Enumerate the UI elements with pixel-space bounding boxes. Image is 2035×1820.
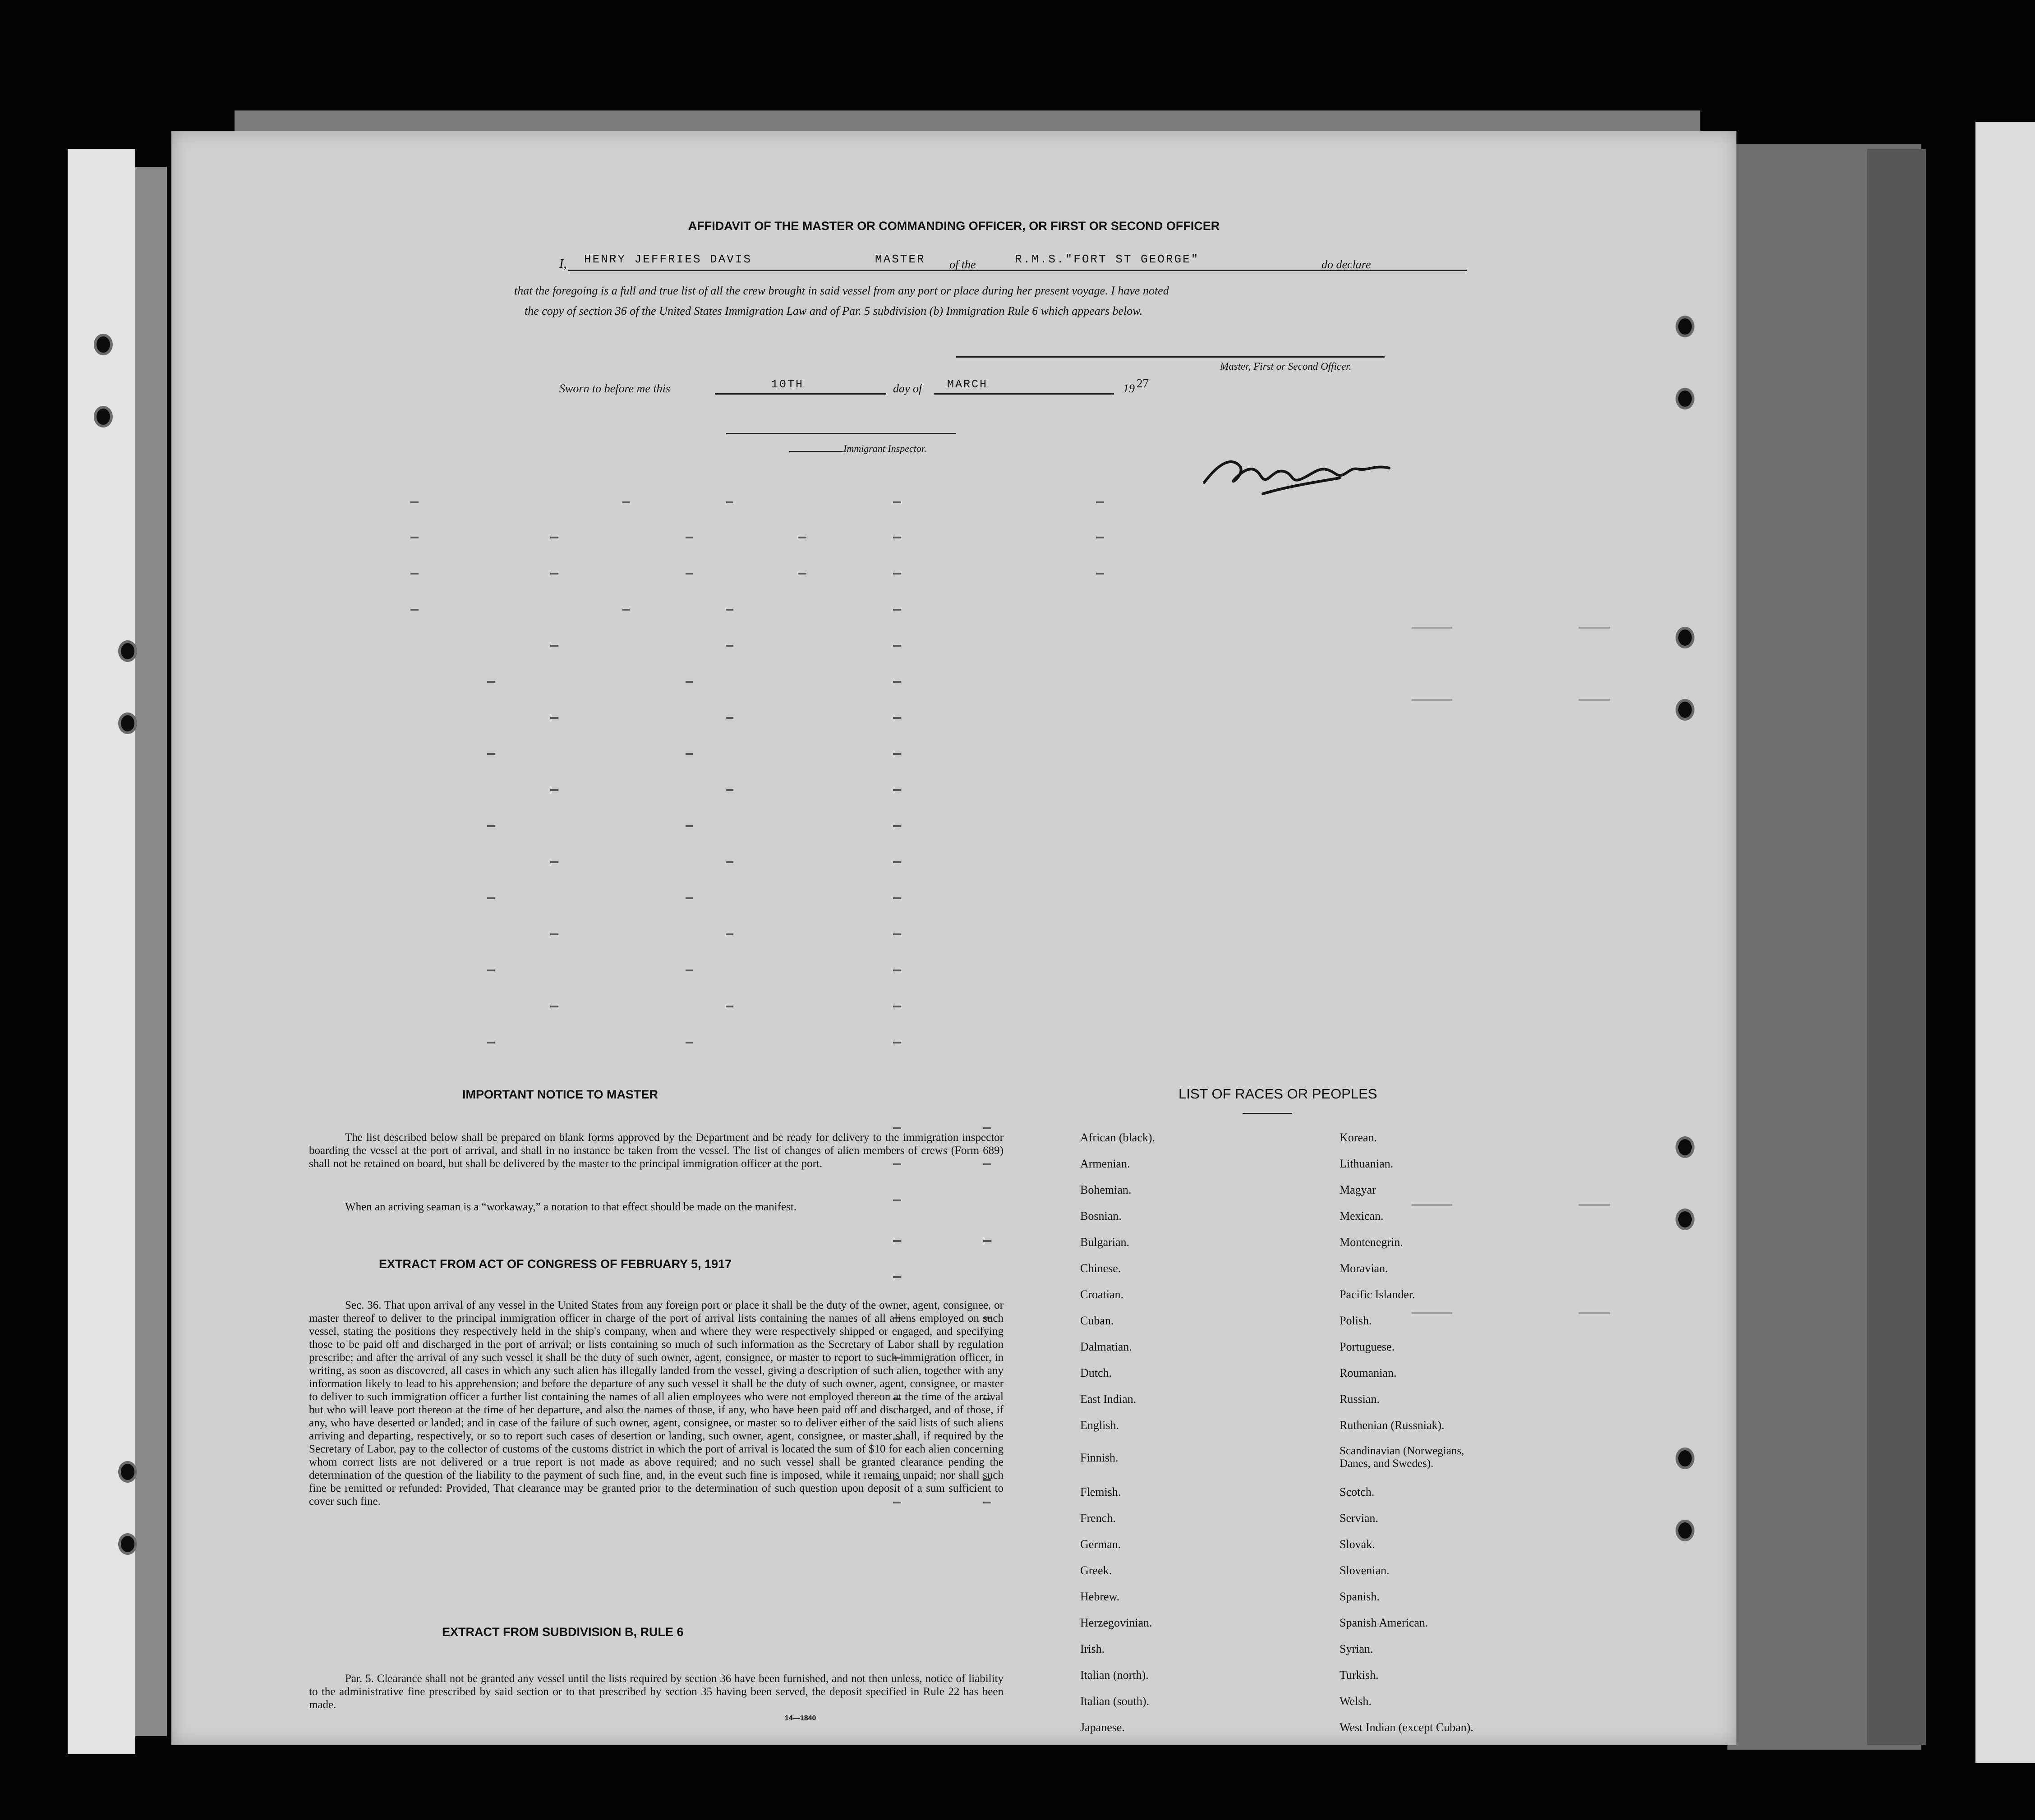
- race-item: Japanese.: [1080, 1721, 1125, 1734]
- vessel-underline: [989, 270, 1467, 271]
- race-item: Dutch.: [1080, 1366, 1112, 1379]
- binder-hole-icon: [118, 1461, 137, 1483]
- race-item: Spanish American.: [1340, 1616, 1428, 1629]
- race-item: Turkish.: [1340, 1668, 1379, 1682]
- affidavit-i-label: I,: [559, 257, 567, 271]
- sworn-month-underline: [934, 393, 1114, 395]
- left-page-shadow: [135, 167, 167, 1736]
- of-the-label: of the: [949, 258, 976, 271]
- inspector-caption-line: [789, 451, 843, 452]
- race-item: Pacific Islander.: [1340, 1288, 1415, 1301]
- rule-extract-text: Par. 5. Clearance shall not be granted any vessel until the lists required by section 36 have been furnished, and not then unless, notice of liability to the administrative fine prescribed by said section or to that prescribed by section 35 having been served, the deposit specified in Rule 22 has been made.: [309, 1673, 1004, 1711]
- binder-hole-icon: [118, 712, 137, 734]
- race-item: Bulgarian.: [1080, 1236, 1130, 1249]
- race-item: Herzegovinian.: [1080, 1616, 1152, 1629]
- binder-hole-icon: [1676, 388, 1694, 409]
- race-item: Syrian.: [1340, 1642, 1373, 1655]
- race-item: Polish.: [1340, 1314, 1372, 1327]
- race-item: Portuguese.: [1340, 1340, 1395, 1353]
- race-item: Slovenian.: [1340, 1564, 1390, 1577]
- race-item: Russian.: [1340, 1393, 1380, 1406]
- race-item: French.: [1080, 1512, 1116, 1525]
- affidavit-line-2: that the foregoing is a full and true list of all the crew brought in said vessel from any port or place during her present voyage. I have noted: [514, 284, 1169, 297]
- race-item: Slovak.: [1340, 1538, 1375, 1551]
- race-item: Welsh.: [1340, 1695, 1372, 1708]
- race-item: Finnish.: [1080, 1451, 1119, 1464]
- race-item: Croatian.: [1080, 1288, 1124, 1301]
- binder-hole-icon: [118, 640, 137, 662]
- race-item: Bohemian.: [1080, 1183, 1132, 1196]
- master-rank: MASTER: [875, 253, 925, 266]
- race-item: Armenian.: [1080, 1157, 1130, 1170]
- races-heading-rule: [1243, 1113, 1292, 1114]
- race-item: German.: [1080, 1538, 1121, 1551]
- race-item: Lithuanian.: [1340, 1157, 1394, 1170]
- race-item: Hebrew.: [1080, 1590, 1120, 1603]
- binder-hole-icon: [94, 334, 113, 355]
- year-prefix: 19: [1123, 382, 1135, 395]
- binder-hole-icon: [1676, 1136, 1694, 1158]
- master-name: HENRY JEFFRIES DAVIS: [584, 253, 752, 266]
- vessel-name: R.M.S."FORT ST GEORGE": [1015, 253, 1200, 266]
- races-heading: LIST OF RACES OR PEOPLES: [1179, 1086, 1377, 1102]
- race-item: Italian (south).: [1080, 1695, 1150, 1708]
- race-item: Chinese.: [1080, 1262, 1121, 1275]
- race-item: African (black).: [1080, 1131, 1156, 1144]
- notice-heading: IMPORTANT NOTICE TO MASTER: [462, 1088, 658, 1101]
- race-item: Korean.: [1340, 1131, 1377, 1144]
- rule-extract-heading: EXTRACT FROM SUBDIVISION B, RULE 6: [442, 1625, 684, 1639]
- race-item: Ruthenian (Russniak).: [1340, 1419, 1445, 1432]
- race-item: East Indian.: [1080, 1393, 1137, 1406]
- race-item: Servian.: [1340, 1512, 1378, 1525]
- year-suffix: 27: [1137, 377, 1149, 390]
- binder-hole-icon: [94, 406, 113, 427]
- act-extract-heading: EXTRACT FROM ACT OF CONGRESS OF FEBRUARY 5, 1917: [379, 1257, 732, 1271]
- day-of-label: day of: [893, 382, 922, 395]
- affidavit-title: AFFIDAVIT OF THE MASTER OR COMMANDING OFFICER, OR FIRST OR SECOND OFFICER: [688, 219, 1220, 233]
- affidavit-line-3: the copy of section 36 of the United States Immigration Law and of Par. 5 subdivision (b) Immigration Rule 6 which appears below.: [525, 304, 1143, 317]
- signature-caption: Master, First or Second Officer.: [1220, 361, 1352, 372]
- left-page-edge: [68, 149, 135, 1754]
- right-page-edge-dark: [1867, 149, 1926, 1745]
- notice-paragraph-1: The list described below shall be prepared on blank forms approved by the Department and be ready for delivery to the immigration inspector boarding the vessel at the port of arrival, and shall in no instance be taken from the vessel. The list of changes of alien members of crews (Form 689) shall not be retained on board, but shall be delivered by the master to the principal immigration officer at the port.: [309, 1131, 1004, 1170]
- far-right-page-edge: [1975, 122, 2035, 1763]
- race-item: Bosnian.: [1080, 1209, 1122, 1223]
- notice-paragraph-2: When an arriving seaman is a “workaway,” a notation to that effect should be made on the manifest.: [345, 1201, 797, 1213]
- act-extract-text: Sec. 36. That upon arrival of any vessel in the United States from any foreign port or place it shall be the duty of the owner, agent, consignee, or master thereof to deliver to the principal immigration officer in charge of the port of arrival lists containing the names of all aliens employed on such vessel, stating the positions they respectively held in the ship's company, when and where they were respectively shipped or engaged, and specifying those to be paid off and discharged in the port of arrival; or lists containing so much of such information as the Secretary of Labor shall by regulation prescribe; and after the arrival of any such vessel it shall be the duty of such owner, agent, consignee, or master to report to such immigration officer, in writing, as soon as discovered, all cases in which any such alien has illegally landed from the vessel, giving a description of such alien, together with any information likely to lead to his apprehension; and before the departure of any such vessel it shall be the duty of such owner, agent, consignee, or master to deliver to such immigration officer a further list containing the names of all alien employees who were not employed thereon at the time of the arrival but who will leave port thereon at the time of her departure, and also the names of those, if any, who have been paid off and discharged, and of those, if any, who have deserted or landed; and in case of the failure of such owner, agent, consignee, or master so to deliver either of the said lists of such aliens arriving and departing, respectively, or so to report such cases of desertion or landing, such owner, agent, consignee, or master shall, if required by the Secretary of Labor, pay to the collector of customs of the customs district in which the port of arrival is located the sum of $10 for each alien concerning whom correct lists are not delivered or a true report is not made as above required; and no such vessel shall be granted clearance pending the determination of the question of the liability to the payment of such fine, and, in the event such fine is imposed, while it remains unpaid; nor shall such fine be remitted or refunded: Provided, That clearance may be granted prior to the determination of such question upon deposit of a sum sufficient to cover such fine.: [309, 1299, 1004, 1507]
- sworn-month: MARCH: [947, 378, 988, 391]
- binder-hole-icon: [1676, 1520, 1694, 1541]
- sworn-label: Sworn to before me this: [559, 382, 671, 395]
- signature-underline: [956, 356, 1385, 358]
- race-item: Cuban.: [1080, 1314, 1114, 1327]
- inspector-caption: Immigrant Inspector.: [843, 443, 927, 454]
- race-item: Moravian.: [1340, 1262, 1388, 1275]
- race-item: Dalmatian.: [1080, 1340, 1132, 1353]
- binder-hole-icon: [1676, 627, 1694, 648]
- race-item: Italian (north).: [1080, 1668, 1149, 1682]
- inspector-signature-line: [726, 433, 956, 434]
- race-item: English.: [1080, 1419, 1119, 1432]
- race-item: Mexican.: [1340, 1209, 1384, 1223]
- binder-hole-icon: [1676, 316, 1694, 337]
- race-item: Scandinavian (Norwegians, Danes, and Swedes).: [1340, 1445, 1464, 1470]
- race-item: West Indian (except Cuban).: [1340, 1721, 1473, 1734]
- binder-hole-icon: [1676, 1448, 1694, 1469]
- race-item: Spanish.: [1340, 1590, 1380, 1603]
- race-item: Roumanian.: [1340, 1366, 1397, 1379]
- race-item: Greek.: [1080, 1564, 1112, 1577]
- do-declare-label: do declare: [1321, 258, 1371, 271]
- race-item: Scotch.: [1340, 1485, 1375, 1498]
- race-item: Irish.: [1080, 1642, 1105, 1655]
- sworn-day-underline: [715, 393, 886, 395]
- binder-hole-icon: [1676, 1209, 1694, 1230]
- binder-hole-icon: [1676, 699, 1694, 721]
- race-item: Montenegrin.: [1340, 1236, 1403, 1249]
- sworn-day: 10TH: [771, 378, 804, 391]
- master-signature: [1200, 451, 1434, 501]
- race-item: Flemish.: [1080, 1485, 1121, 1498]
- binder-hole-icon: [118, 1533, 137, 1555]
- form-number: 14—1840: [785, 1714, 816, 1722]
- manifest-page: [171, 131, 1736, 1745]
- race-item: Magyar: [1340, 1183, 1376, 1196]
